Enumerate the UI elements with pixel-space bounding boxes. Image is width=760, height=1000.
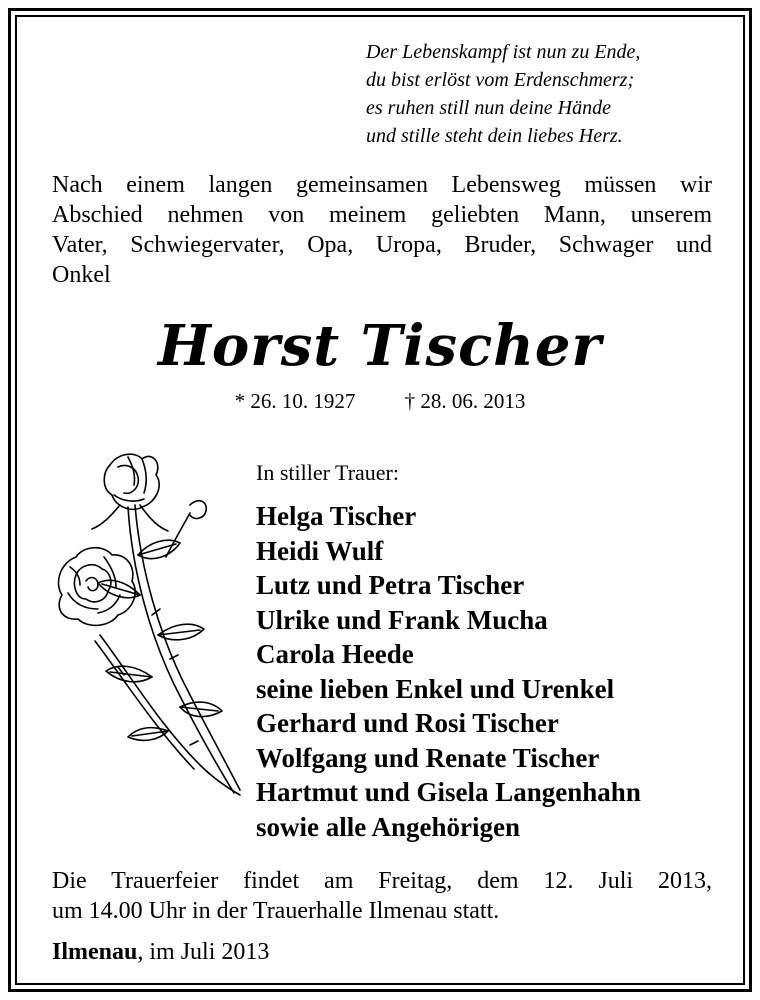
- mourner-name: Gerhard und Rosi Tischer: [256, 708, 559, 738]
- service-line: um 14.00 Uhr in der Trauerhalle Ilmenau statt.: [52, 898, 500, 924]
- intro-line: Abschied nehmen von meinem geliebten Mann, unserem: [52, 202, 712, 228]
- intro-text: [52, 170, 712, 290]
- poem-line: und stille steht dein liebes Herz.: [366, 125, 623, 147]
- place-date: [52, 937, 269, 967]
- intro-line: Vater, Schwiegervater, Opa, Uropa, Bruder, Schwager und: [52, 232, 712, 258]
- mourner-name: Hartmut und Gisela Langenhahn: [256, 777, 641, 807]
- mourner-name: Helga Tischer: [256, 501, 417, 531]
- birth-date: * 26. 10. 1927: [234, 389, 356, 413]
- mourner-name: Lutz und Petra Tischer: [256, 570, 525, 600]
- place-town: Ilmenau: [52, 939, 138, 965]
- place-date-text: , im Juli 2013: [137, 939, 270, 965]
- mourner-name: Carola Heede: [256, 639, 414, 669]
- deceased-name: Horst Tischer: [157, 313, 603, 379]
- mourner-name: Ulrike und Frank Mucha: [256, 604, 548, 635]
- mourner-name: sowie alle Angehörigen: [256, 811, 520, 842]
- rose-icon: [40, 445, 250, 805]
- mourner-name: seine lieben Enkel und Urenkel: [256, 673, 615, 704]
- service-info: [52, 866, 712, 926]
- poem: [366, 38, 726, 150]
- mourner-name: Heidi Wulf: [256, 535, 384, 566]
- death-date: † 28. 06. 2013: [404, 389, 526, 413]
- mourner-list: [256, 499, 641, 844]
- life-dates: [0, 386, 760, 416]
- mourner-name: Wolfgang und Renate Tischer: [256, 742, 600, 773]
- poem-line: Der Lebenskampf ist nun zu Ende,: [366, 41, 641, 63]
- mourning-heading: In stiller Trauer:: [256, 460, 399, 485]
- intro-line: Nach einem langen gemeinsamen Lebensweg müssen wir: [52, 172, 712, 198]
- intro-line: Onkel: [52, 262, 111, 288]
- poem-line: du bist erlöst vom Erdenschmerz;: [366, 69, 635, 91]
- service-line: Die Trauerfeier findet am Freitag, dem 12. Juli 2013,: [52, 868, 712, 894]
- poem-line: es ruhen still nun deine Hände: [366, 97, 611, 119]
